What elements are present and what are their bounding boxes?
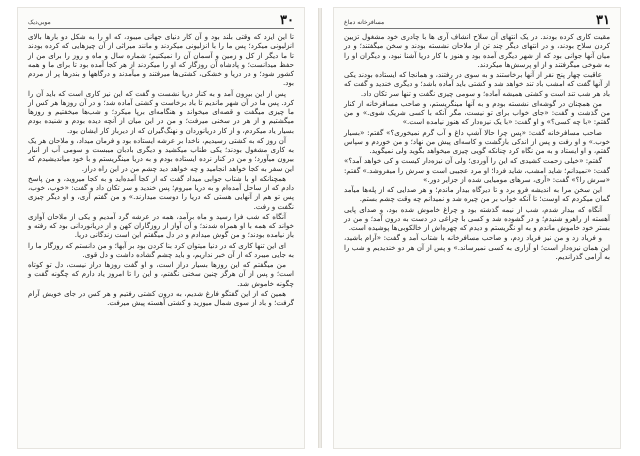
- paragraph: من همچنان در گوشه‌ای نشسته بودم و به آنها مينگريستم، و صاحب مسافرخانه از کنار من گذشت و گفت: «جای خواب برای تو نيست، مگر آنکه با کسی شريک شوی.» و من گفتم: «با چه کسی؟» و او گفت: «با يک نيزه‌دار که هنوز نيامده است.»: [344, 98, 610, 127]
- left-page: [18, 8, 304, 448]
- right-page-body: [344, 32, 610, 262]
- paragraph: آنگاه که بيدار شدم، شب از نيمه گذشته بود و چراغ خاموش شده بود، و صدای پايی آهسته از راهرو شنيدم؛ و در گشوده شد و کسی با چراغی در دست به درون آمد؛ و من در بستر خود خاموش ماندم و به او نگريستم و ديدم که چهره‌اش از خالکوبی‌ها پوشيده است.: [344, 204, 610, 232]
- paragraph: همين که از اين گفتگو فارغ شديم، به درون کشتی رفتيم و هر کس در جای خويش آرام گرفت؛ و باد از سوی شمال ميوزيد و کشتی آهسته پيش ميرفت.: [28, 288, 294, 307]
- page-number: ۳۱: [596, 13, 610, 28]
- paragraph: آنگاه که شب فرا رسيد و ماه برآمد، همه در عرشه گرد آمديم و يکی از ملاحان آوازی خواند که همه با او همراه شدند؛ و آن آواز از روزگاران کهن و از دريانوردانی بود که رفته و باز نيامده بودند؛ و من گوش ميدادم و در دل ميگفتم اين است زندگانی دريا.: [28, 211, 294, 240]
- paragraph: ای اين تنها کاری که در دنيا ميتوان کرد بنا کردن بود بر آبها؛ و من دانستم که روزگار ما را به جايی ميبرد که از آن خبر نداريم، و بايد چشم گشاده داشت و دل قوی.: [28, 240, 294, 259]
- book-gutter: [318, 8, 322, 448]
- paragraph: مقيت کاری کرده بودند. در يک انتهای آن سلاح انشاف آری ها با چادری خود مشغول تزيين کردن سلاح بودند، و در انتهای ديگر چند تن از ملاحان نشسته بودند و سخن ميگفتند؛ و در ميان آنها جوانی بود که از شهر ديگری آمده بود و هنوز با کار دريا آشنا نبود، و ديگران او را به شوخی ميگرفتند و از او پرسش‌ها ميکردند.: [344, 32, 610, 69]
- right-page-header: [344, 14, 610, 29]
- paragraph: گفتم: «خيلی زحمت کشيدی که اين را آوردی؛ ولی آن نيزه‌دار کيست و کی خواهد آمد؟» گفت: «نميدانم؛ شايد امشب، شايد فردا؛ او مرد عجيبی است و سرش را ميفروشد.» گفتم: «سرش را؟» گفت: «آری، سرهای موميايی شده از جزاير دور.»: [344, 156, 610, 184]
- paragraph: عاقبت چهار پنج نفر از آنها برخاستند و به سوی در رفتند، و همانجا که ايستاده بودند يکی از آنها گفت که امشب باد تند خواهد شد و کشتی بايد آماده باشد؛ و ديگری خنديد و گفت که باد هر شب تند است و کشتی هميشه آماده؛ و سومی چيزی نگفت و تنها سر تکان داد.: [344, 70, 610, 98]
- left-page-header: [28, 14, 294, 29]
- paragraph: آن روز که به کشتی رسيديم، ناخدا بر عرشه ايستاده بود و فرمان ميداد، و ملاحان هر يک به کاری مشغول بودند؛ يکی طناب ميکشيد و ديگری بادبان ميبست و سومی آب از انبار بيرون ميآورد؛ و من در کنار نرده ايستاده بودم و به دريا مينگريستم و با خود ميانديشيدم که اين سفر به کجا خواهد انجاميد و چه خواهد ديد چشم من در اين راه دراز.: [28, 135, 294, 173]
- left-page-body: [28, 32, 294, 308]
- paragraph: و فرياد زد و من نيز فرياد زدم، و صاحب مسافرخانه با شتاب آمد و گفت: «آرام باشيد، اين همان نيزه‌دار است؛ او آزاری به کسی نميرساند.» و پس از آن هر دو خنديديم و شب را به آرامی گذرانديم.: [344, 233, 610, 261]
- paragraph: همچنانکه او با شتاب جوابی ميداد گفت که از کجا آمده‌ايد و به کجا ميرويد، و من پاسخ دادم که از ساحل آمده‌ام و به دريا ميروم؛ پس خنديد و سر تکان داد و گفت: «خوب، خوب، پس تو هم از آنهايی هستی که دريا را دوست ميدارند.» و من گفتم آری، و او ديگر چيزی نگفت و رفت.: [28, 173, 294, 211]
- paragraph: من ميگفتم که اين روزها بسيار دراز است، و او گفت روزها دراز نيست، دل تو کوتاه است؛ و پس از آن هرگز چنين سخنی نگفتم، و اين را تا امروز ياد دارم که چگونه گفت و چگونه خاموش شد.: [28, 260, 294, 288]
- right-page: [334, 8, 620, 448]
- paragraph: صاحب مسافرخانه گفت: «پس چرا حالا آشپ داغ و آب گرم نمیخوری؟» گفتم: «بسيار خوب.» و او رفت و پس از اندکی بازگشت و کاسه‌ای پيش من نهاد؛ و من خوردم و سپاس گفتم، و او ايستاد و به من نگاه کرد چنانکه گويی چيزی ميخواهد بگويد ولی نميگويد.: [344, 127, 610, 155]
- paragraph: اين سخن مرا به انديشه فرو برد و تا ديرگاه بيدار ماندم؛ و هر صدايی که از پله‌ها ميآمد گمان ميکردم که اوست؛ تا آنکه خواب بر من چيره شد و نميدانم چه وقت چشم بستم.: [344, 185, 610, 204]
- running-head: موبي‌ديک: [28, 19, 51, 26]
- running-head: مسافرخانه دماغ: [344, 19, 385, 26]
- paragraph: تا اين ايزد که وقتی بلند بود و آن کار دنيای جهانی ميبود، که او را به شکل دو بارها بالای انزليونی ميکرد؛ پس ما را با انزليونی ميکردند و مانند ميراثی از آن چيزهايی که کرده بودند تا ما ديگر از کل و زمين و آسمان آن را نميکنيم؛ شماره سال و ماه و روز را برای من از حفظ ميدانست؛ و پادشاه آن روزگار که او را ميکردند از هر کجا آمده بود تا برای ما و همه کشور شود؛ و در دريا و خشکی، کشتی‌ها ميرفتند و ميآمدند و درگاهها و بندرها پر از مردم بود.: [28, 32, 294, 88]
- paragraph: پس از اين بيرون آمد و به کنار دريا نشست و گفت که اين نيز کاری است که بايد آن را کرد. پس ما در آن شهر ماندیم تا باد برخاست و کشتی آماده شد؛ و در آن روزها هر کس از ما چيزی ميگفت و قصه‌ای ميخواند و هنگامه‌ای برپا ميکرد؛ و شب‌ها ميخفتيم و روزها ميگشتيم و از هر در سخنی ميرفت؛ و من در اين ميان از آنچه ديده بودم و شنيده بودم بسيار ياد ميکردم، و از کار دريانوردان و نهنگ‌گيران که از ديرباز کار ايشان بود.: [28, 88, 294, 135]
- page-number: ۳۰: [280, 13, 294, 28]
